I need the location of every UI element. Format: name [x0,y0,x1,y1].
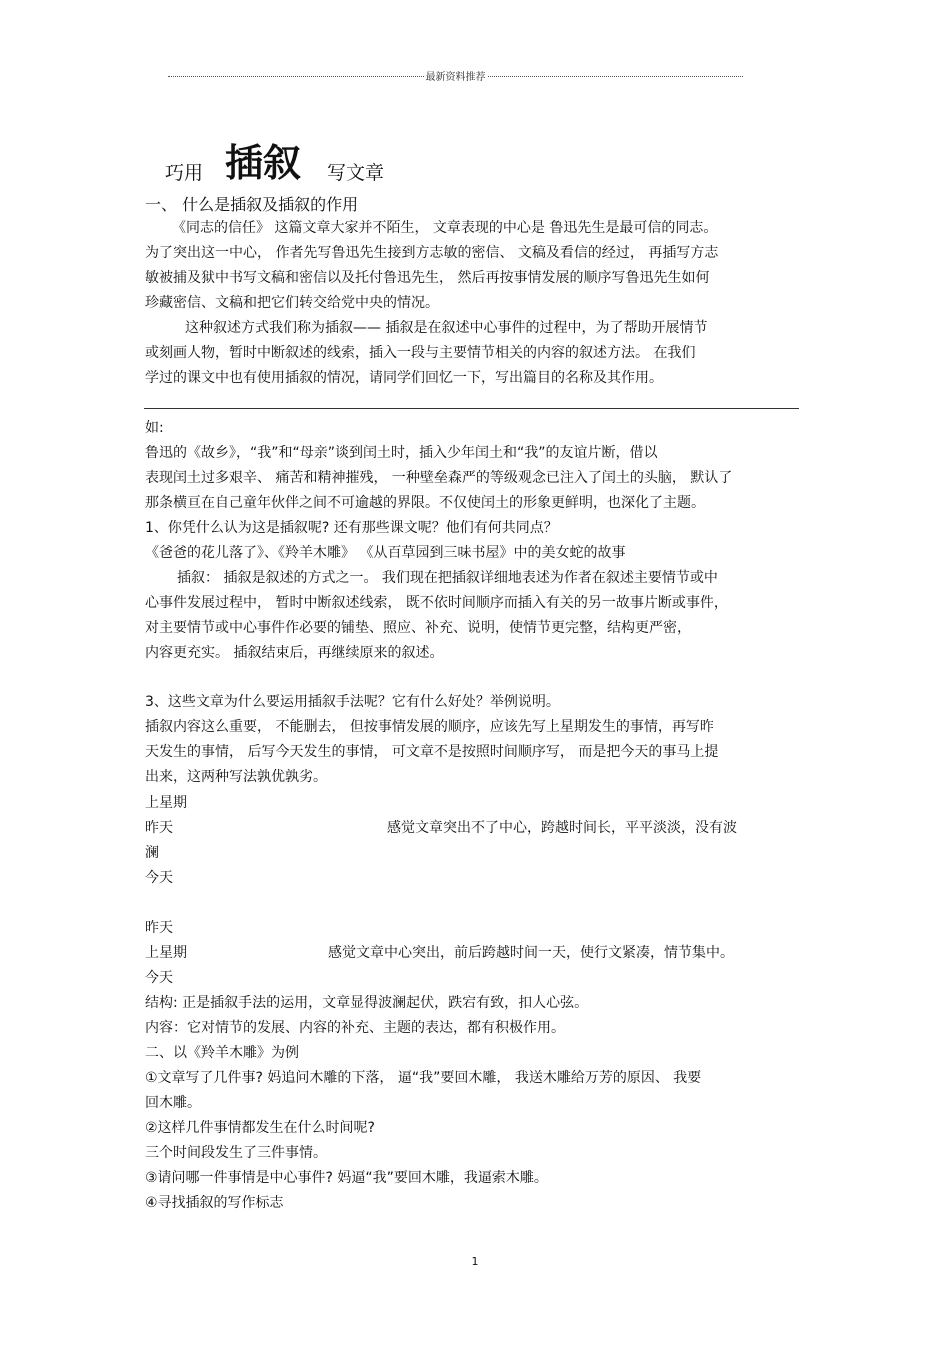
paragraph-line: 天发生的事情， 后写今天发生的事情， 可文章不是按照时间顺序写， 而是把今天的事马上提 [145,744,719,760]
paragraph-line: 插叙： 插叙是叙述的方式之一。 我们现在把插叙详细地表述为作者在叙述主要情节或中 [177,570,718,586]
section-heading-2: 二、以《羚羊木雕》为例 [145,1045,299,1061]
paragraph-line: 珍藏密信、文稿和把它们转交给党中央的情况。 [145,295,439,311]
paragraph-line: 这种叙述方式我们称为插叙—— 插叙是在叙述中心事件的过程中，为了帮助开展情节 [185,320,708,336]
answer-blank-line [144,408,799,409]
paragraph-line: 结构: 正是插叙手法的运用，文章显得波澜起伏，跌宕有致，扣人心弦。 [145,995,589,1011]
paragraph-line: 内容更充实。 插叙结束后，再继续原来的叙述。 [145,645,444,661]
timeline-label: 上星期 [145,945,187,961]
paragraph-line: 表现闰土过多艰辛、 痛苦和精神摧残， 一种壁垒森严的等级观念已注入了闰土的头脑， 默认了 [145,470,733,486]
title-part-1: 巧用 [165,162,204,184]
section-heading-1: 一、 什么是插叙及插叙的作用 [145,195,359,214]
question-line: ③请问哪一件事情是中心事件? 妈逼“我”要回木雕，我逼索木雕。 [145,1170,548,1186]
timeline-label: 今天 [145,870,173,886]
question-line: 3、这些文章为什么要运用插叙手法呢？它有什么好处？举例说明。 [145,694,560,710]
header-dotted-rule-right [488,76,744,77]
paragraph-line: 出来，这两种写法孰优孰劣。 [145,769,327,785]
paragraph-line: 为了突出这一中心， 作者先写鲁迅先生接到方志敏的密信、 文稿及看信的经过， 再插写方志 [145,245,719,261]
question-line: ②这样几件事情都发生在什么时间呢? [145,1120,375,1136]
page-header [168,68,743,82]
paragraph-line: 澜 [145,845,159,861]
timeline-label: 昨天 [145,920,173,936]
paragraph-line: 《同志的信任》 这篇文章大家并不陌生， 文章表现的中心是 鲁迅先生是最可信的同志。 [172,220,718,236]
paragraph-line: 感觉文章突出不了中心，跨越时间长，平平淡淡，没有波 [387,820,737,836]
timeline-label: 今天 [145,970,173,986]
paragraph-line: 三个时间段发生了三件事情。 [145,1145,327,1161]
paragraph-line: 如: [145,420,164,436]
paragraph-line: 回木雕。 [145,1095,201,1111]
question-line: ④寻找插叙的写作标志 [145,1195,284,1211]
question-line: 1、你凭什么认为这是插叙呢? 还有那些课文呢？他们有何共同点？ [145,520,558,536]
question-line: ①文章写了几件事? 妈追问木雕的下落， 逼“我”要回木雕， 我送木雕给万芳的原因、 我要 [145,1070,702,1086]
title-emphasis: 插叙 [225,141,302,185]
paragraph-line: 内容：它对情节的发展、内容的补充、主题的表达，都有积极作用。 [145,1020,565,1036]
paragraph-line: 敏被捕及狱中书写文稿和密信以及托付鲁迅先生， 然后再按事情发展的顺序写鲁迅先生如何 [145,270,710,286]
title-part-3: 写文章 [327,162,385,184]
page-number: 1 [471,1255,479,1268]
paragraph-line: 那条横亘在自己童年伙伴之间不可逾越的界限。不仅使闰土的形象更鲜明，也深化了主题。 [145,495,705,511]
paragraph-line: 对主要情节或中心事件作必要的铺垫、照应、补充、说明，使情节更完整，结构更严密， [145,620,691,636]
paragraph-line: 学过的课文中也有使用插叙的情况，请同学们回忆一下，写出篇目的名称及其作用。 [145,370,663,386]
paragraph-line: 《爸爸的花儿落了》、《羚羊木雕》 《从百草园到三味书屋》中的美女蛇的故事 [145,545,626,561]
paragraph-line: 鲁迅的《故乡》，“我”和“母亲”谈到闰土时，插入少年闰土和“我”的友谊片断，借以 [145,445,658,461]
paragraph-line: 或刻画人物，暂时中断叙述的线索，插入一段与主要情节相关的内容的叙述方法。 在我们 [145,345,696,361]
header-dotted-rule-left [168,76,424,77]
paragraph-line: 心事件发展过程中， 暂时中断叙述线索， 既不依时间顺序而插入有关的另一故事片断或事件， [145,595,728,611]
timeline-label: 昨天 [145,820,173,836]
paragraph-line: 感觉文章中心突出，前后跨越时间一天，使行文紧凑，情节集中。 [328,945,734,961]
timeline-label: 上星期 [145,795,187,811]
header-text: 最新资料推荐 [425,71,486,83]
paragraph-line: 插叙内容这么重要， 不能删去， 但按事情发展的顺序，应该先写上星期发生的事情，再写昨 [145,719,714,735]
